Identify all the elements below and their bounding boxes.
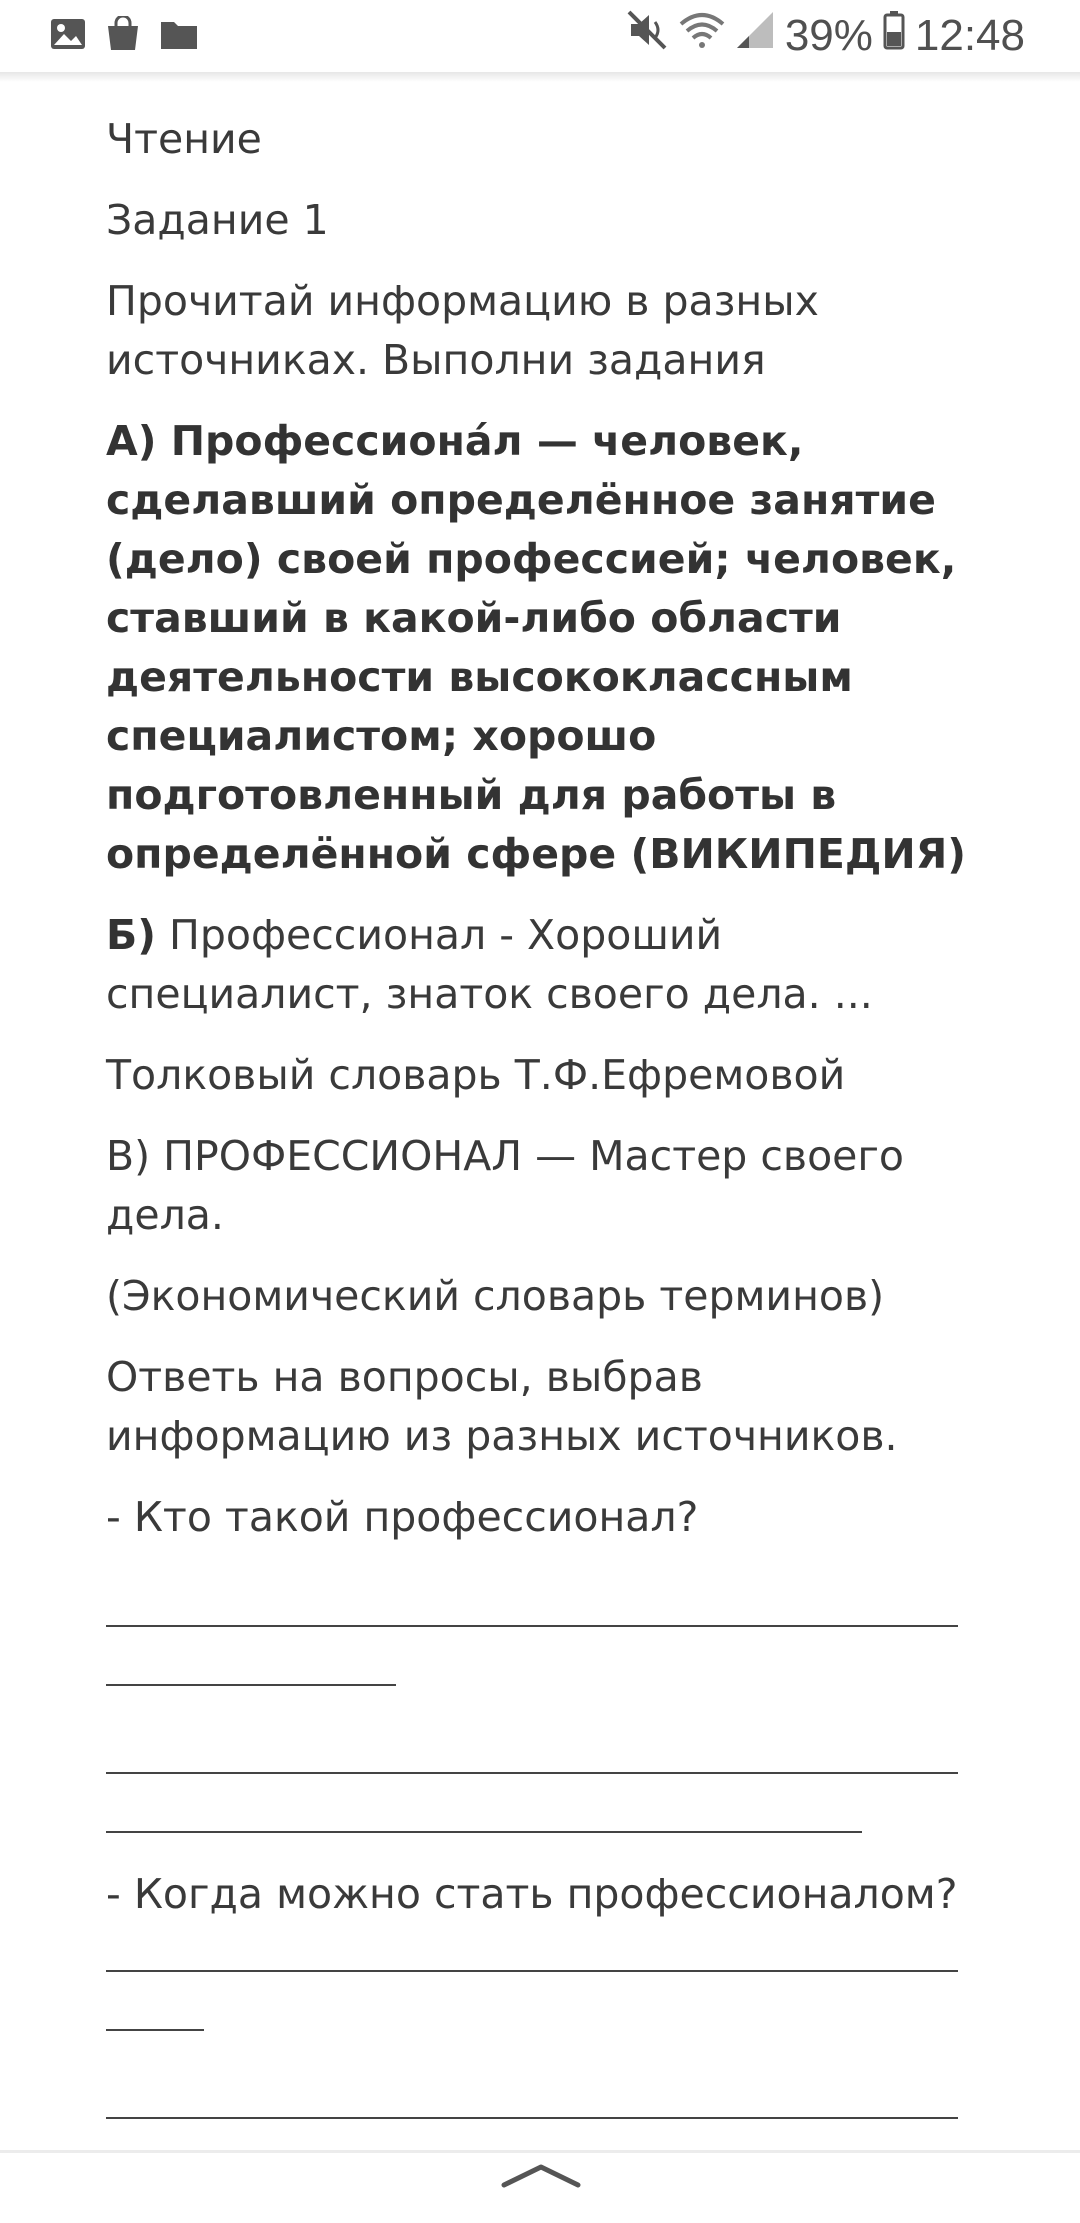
source-a: А) Профессиона́л — человек, сделавший определённое занятие (дело) своей профессией; человек, ставший в какой-либо области деятельности высококлассным специалистом; хорошо подготовленный для работы в определённой сфере (ВИКИПЕДИЯ)	[106, 417, 967, 878]
status-right	[627, 10, 1025, 61]
source-b-label: Б)	[106, 911, 156, 959]
answer-lines-2	[106, 1946, 986, 2178]
clock: 12:48	[914, 10, 1025, 60]
folder-icon	[160, 18, 198, 54]
questions-intro: Ответь на вопросы, выбрав информацию из разных источников.	[106, 1353, 898, 1460]
source-c: В) ПРОФЕССИОНАЛ — Мастер своего дела.	[106, 1132, 904, 1239]
wifi-icon	[679, 10, 725, 61]
source-c-reference: (Экономический словарь терминов)	[106, 1272, 885, 1320]
question-2: - Когда можно стать профессионалом?	[106, 1870, 958, 1918]
signal-icon	[735, 10, 775, 61]
battery-icon	[883, 10, 905, 61]
question-1: - Кто такой профессионал?	[106, 1493, 699, 1541]
status-bar	[0, 0, 1080, 72]
status-left-icons	[50, 16, 198, 56]
battery-percent: 39%	[784, 10, 873, 60]
chevron-up-icon[interactable]	[500, 2161, 582, 2193]
status-divider	[0, 72, 1080, 82]
source-b-text: Профессионал - Хороший специалист, знаток своего дела. ...	[106, 911, 873, 1018]
source-b-reference: Толковый словарь Т.Ф.Ефремовой	[106, 1051, 846, 1099]
image-icon	[50, 18, 86, 54]
mute-icon	[627, 10, 669, 61]
bottom-bar	[0, 2150, 1080, 2223]
task-content	[106, 110, 986, 2178]
section-title: Чтение	[106, 115, 262, 163]
answer-lines-1	[106, 1569, 986, 1833]
task-title: Задание 1	[106, 196, 329, 244]
instruction-text: Прочитай информацию в разных источниках. Выполни задания	[106, 277, 819, 384]
source-b	[106, 906, 986, 1024]
shopping-bag-icon	[106, 16, 140, 56]
